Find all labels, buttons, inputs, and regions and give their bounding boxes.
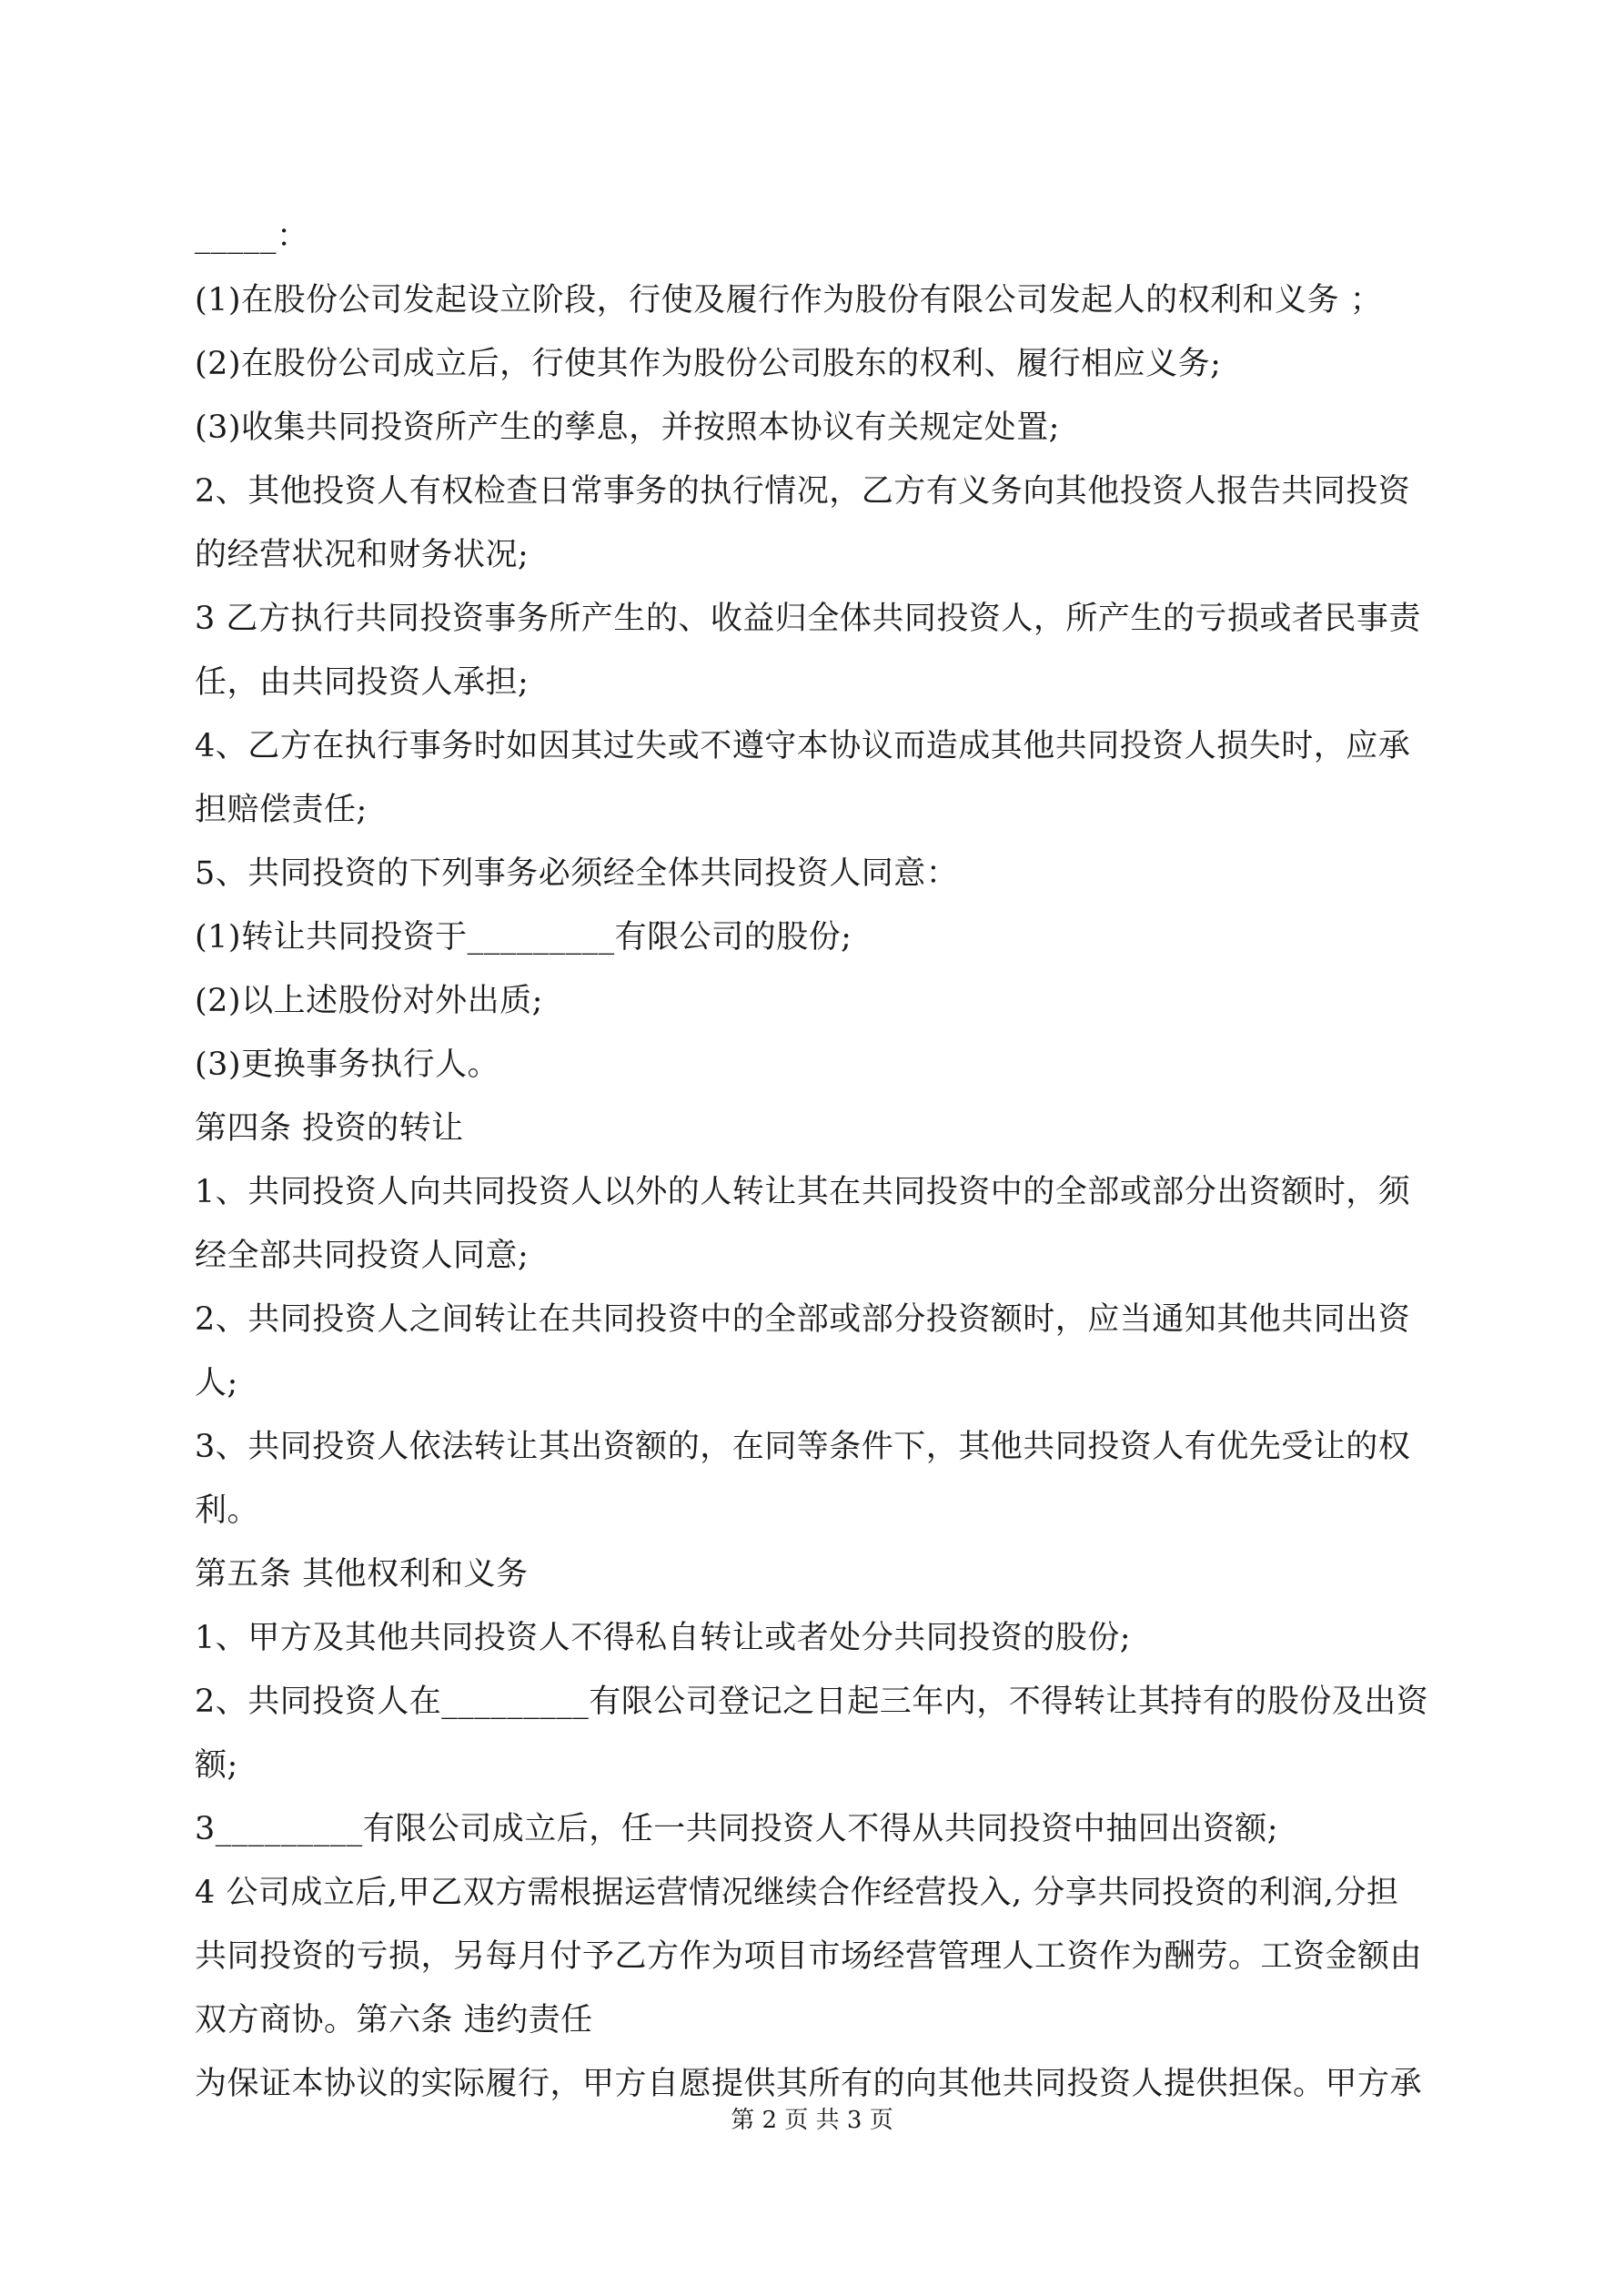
text-line: _____： <box>195 218 309 255</box>
text-line: 4 公司成立后,甲乙双方需根据运营情况继续合作经营投入, 分享共同投资的利润,分担 <box>195 1875 1399 1911</box>
text-line: 人; <box>195 1365 238 1401</box>
text-line: 为保证本协议的实际履行，甲方自愿提供其所有的向其他共同投资人提供担保。甲方承 <box>195 2066 1423 2102</box>
text-line: 双方商协。第六条 违约责任 <box>195 2002 593 2038</box>
text-line: 经全部共同投资人同意; <box>195 1238 530 1274</box>
text-line: 3、共同投资人依法转让其出资额的，在同等条件下，其他共同投资人有优先受让的权 <box>195 1429 1411 1465</box>
text-line: 担赔偿责任; <box>195 792 368 828</box>
document-body <box>195 205 1443 2116</box>
text-line: (2)在股份公司成立后，行使其作为股份公司股东的权利、履行相应义务; <box>195 346 1222 382</box>
text-line: 共同投资的亏损，另每月付予乙方作为项目市场经营管理人工资作为酬劳。工资金额由 <box>195 1938 1423 1975</box>
text-line: (1)转让共同投资于_________有限公司的股份; <box>195 919 852 956</box>
text-line: 1、甲方及其他共同投资人不得私自转让或者处分共同投资的股份; <box>195 1620 1132 1656</box>
text-line: 任，由共同投资人承担; <box>195 664 530 701</box>
text-line: 2、其他投资人有权检查日常事务的执行情况，乙方有义务向其他投资人报告共同投资 <box>195 473 1411 510</box>
section-heading: 第四条 投资的转让 <box>195 1110 464 1147</box>
text-line: 的经营状况和财务状况; <box>195 537 530 573</box>
page-footer: 第 2 页 共 3 页 <box>731 2107 893 2134</box>
text-line: 5、共同投资的下列事务必须经全体共同投资人同意： <box>195 855 959 892</box>
text-line: 3 乙方执行共同投资事务所产生的、收益归全体共同投资人，所产生的亏损或者民事责 <box>195 601 1421 637</box>
text-line: (2)以上述股份对外出质; <box>195 983 543 1019</box>
text-line: 1、共同投资人向共同投资人以外的人转让其在共同投资中的全部或部分出资额时，须 <box>195 1174 1411 1210</box>
text-line: (1)在股份公司发起设立阶段，行使及履行作为股份有限公司发起人的权利和义务 ； <box>195 282 1383 319</box>
section-heading: 第五条 其他权利和义务 <box>195 1556 529 1593</box>
text-line: 额; <box>195 1747 238 1784</box>
text-line: 利。 <box>195 1492 260 1529</box>
text-line: (3)收集共同投资所产生的孳息，并按照本协议有关规定处置; <box>195 410 1060 446</box>
text-line: 2、共同投资人之间转让在共同投资中的全部或部分投资额时，应当通知其他共同出资 <box>195 1301 1411 1338</box>
text-line: 4、乙方在执行事务时如因其过失或不遵守本协议而造成其他共同投资人损失时，应承 <box>195 728 1411 764</box>
text-line: (3)更换事务执行人。 <box>195 1047 500 1083</box>
text-line: 2、共同投资人在_________有限公司登记之日起三年内，不得转让其持有的股份及出资 <box>195 1684 1429 1720</box>
text-line: 3_________有限公司成立后，任一共同投资人不得从共同投资中抽回出资额; <box>195 1811 1279 1847</box>
